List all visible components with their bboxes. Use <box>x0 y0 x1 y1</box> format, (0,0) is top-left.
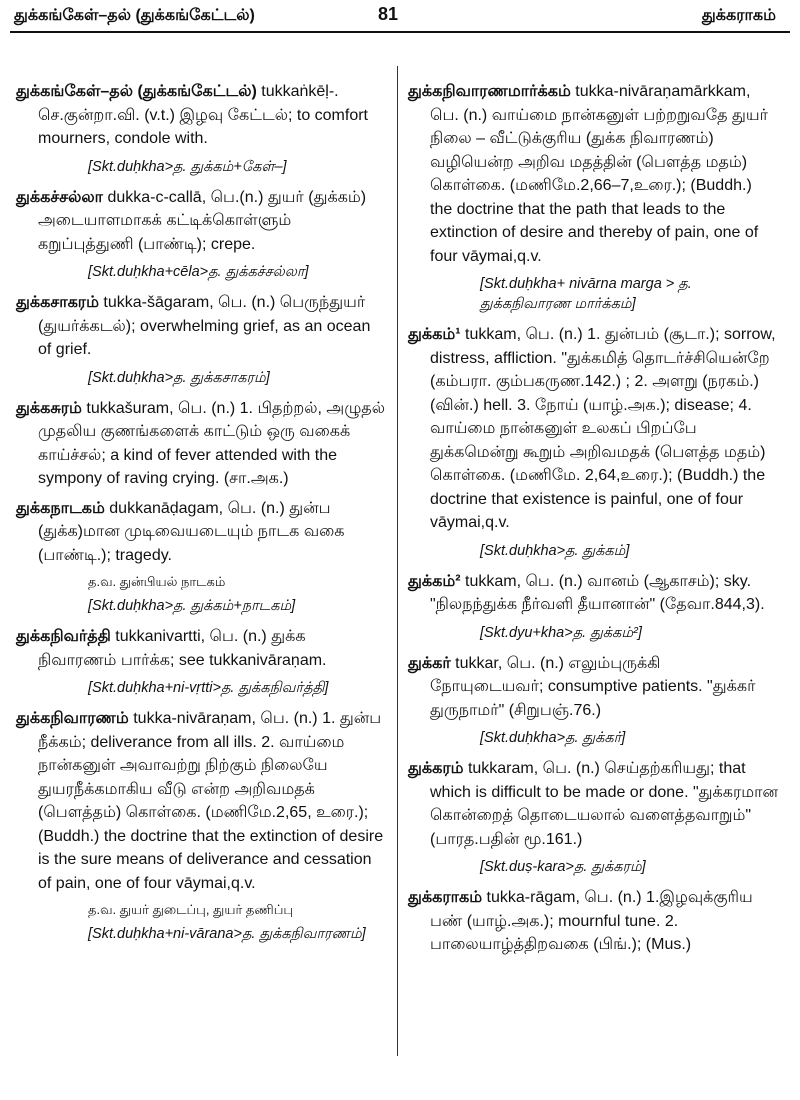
entry-definition: tukkam, பெ. (n.) 1. துன்பம் (சூடா.); sorrow, distress, affliction. "துக்கமித் தொடர்ச்சியென்றே (கம்பரா. கும்பகருண.142.) ; 2. அளறு (நரகம்.) (வின்.) hell. 3. நோய் (யாழ்.அக.); disease; 4. வாய்மை நான்கனுள் உலகப் பிறப்பே துக்கமென்று கூறும் அறிவமதக் (பௌத்த மதம்) கொள்கை. (மணிமே. 2,64,உரை.); (Buddh.) the doctrine that existence is painful, one of four vāymai,q.v. <box>430 326 776 531</box>
entry-definition: tukka-rāgam, பெ. (n.) 1.இழவுக்குரிய பண் (யாழ்.அக.); mournful tune. 2. பாலையாழ்த்திறவகை (பிங்.); (Mus.) <box>430 889 753 953</box>
entry-definition: tukkanivartti, பெ. (n.) துக்க நிவாரணம் பார்க்க; see tukkanivāraṇam. <box>38 628 327 669</box>
header-left-guideword: துக்கங்கேள்–தல் (துக்கங்கேட்டல்) <box>14 7 255 24</box>
left-column <box>16 80 386 953</box>
entry-note: த.வ. துன்பியல் நாடகம் <box>88 574 226 589</box>
entry-definition: dukkanāḍagam, பெ. (n.) துன்ப (துக்க)மான முடிவையடையும் நாடக வகை (பாண்டி.); tragedy. <box>38 499 345 564</box>
dictionary-entry <box>16 707 386 895</box>
entry-headword: துக்கசாகரம் <box>16 294 99 311</box>
etymology-reference: [Skt.duḥkha>த. துக்கர்] <box>480 730 626 746</box>
dictionary-entry <box>408 570 778 617</box>
entry-headword: துக்கம்¹ <box>408 326 461 343</box>
dictionary-entry <box>408 886 778 957</box>
entry-headword: துக்கர் <box>408 654 451 672</box>
entry-headword: துக்கங்கேள்–தல் (துக்கங்கேட்டல்) <box>16 83 257 100</box>
column-divider <box>397 66 398 1056</box>
entry-headword: துக்கம்² <box>408 572 461 590</box>
entry-definition: tukkaṅkēḷ-. செ.குன்றா.வி. (v.t.) இழவு கேட்டல்; to comfort mourners, condole with. <box>38 83 368 147</box>
entry-definition: tukkar, பெ. (n.) எலும்புருக்கி நோயுடையவர்; consumptive patients. "துக்கர் துருநாமர்" (சிறுபஞ்.76.) <box>430 654 756 719</box>
entry-definition: tukka-nivāraṇamārkkam, பெ. (n.) வாய்மை நான்கனுள் பற்றறுவதே துயர் நிலை – வீட்டுக்குரிய (துக்க நிவாரணம்) வழியென்ற அறிவ மதத்தின் (பௌத்த மதம்) கொள்கை. (மணிமே.2,66–7,உரை.); (Buddh.) the doctrine that the path that leads to the extinction of desire and thereby of pain, one of four vāymai,q.v. <box>430 83 768 265</box>
entry-headword: துக்கநிவர்த்தி <box>16 628 111 645</box>
etymology-reference: [Skt.duḥkha+ni-vārana>த. துக்கநிவாரணம்] <box>88 926 366 942</box>
page-header <box>0 0 800 30</box>
etymology-reference: [Skt.duḥkha+cēla>த. துக்கச்சல்லா] <box>88 264 309 280</box>
entry-definition: tukka-šāgaram, பெ. (n.) பெருந்துயர் (துயர்க்கடல்); overwhelming grief, as an ocean of grief. <box>38 294 371 358</box>
etymology-reference: [Skt.dyu+kha>த. துக்கம்²] <box>480 624 642 641</box>
entry-headword: துக்கநிவாரணம் <box>16 710 129 727</box>
entry-note: த.வ. துயர் துடைப்பு, துயர் தணிப்பு <box>88 902 294 917</box>
dictionary-entry <box>16 497 386 568</box>
dictionary-entry <box>16 186 386 257</box>
entry-definition: dukka-c-callā, பெ.(n.) துயர் (துக்கம்) அடையாளமாகக் கட்டிக்கொள்ளும் கறுப்புத்துணி (பாண்டி); crepe. <box>38 188 367 253</box>
entry-headword: துக்கசுரம் <box>16 399 82 417</box>
entry-definition: tukkam, பெ. (n.) வானம் (ஆகாசம்); sky. "நிலநந்துக்க நீர்வளி தீயானான்" (தேவா.844,3). <box>430 572 765 613</box>
page-number: 81 <box>378 4 399 24</box>
dictionary-entry <box>408 323 778 535</box>
header-right-guideword: துக்கராகம் <box>701 7 776 24</box>
dictionary-entry <box>408 80 778 268</box>
etymology-reference: [Skt.duḥkha+ nivārna marga > த. துக்கநிவாரண மார்க்கம்] <box>480 276 692 312</box>
etymology-reference: [Skt.duḥkha>த. துக்கசாகரம்] <box>88 369 270 386</box>
entry-headword: துக்கராகம் <box>408 889 483 906</box>
dictionary-entry <box>16 291 386 362</box>
etymology-reference: [Skt.duḥkha>த. துக்கம்] <box>480 542 630 559</box>
entry-headword: துக்கநாடகம் <box>16 499 105 517</box>
dictionary-entry <box>16 397 386 491</box>
dictionary-entry <box>16 80 386 151</box>
entry-headword: துக்கரம் <box>408 760 464 777</box>
etymology-reference: [Skt.duṣ-kara>த. துக்கரம்] <box>480 859 646 875</box>
entry-headword: துக்கச்சல்லா <box>16 188 103 206</box>
dictionary-entry <box>408 757 778 851</box>
entry-headword: துக்கநிவாரணமார்க்கம் <box>408 83 571 100</box>
entry-definition: tukkašuram, பெ. (n.) 1. பிதற்றல், அழுதல் முதலிய குணங்களைக் காட்டும் ஒரு வகைக் காய்ச்சல்; a kind of fever attended with the sympony of raving crying. (சா.அக.) <box>38 399 385 487</box>
etymology-reference: [Skt.duḥkha>த. துக்கம்+நாடகம்] <box>88 598 296 614</box>
dictionary-entry <box>408 652 778 723</box>
entry-definition: tukkaram, பெ. (n.) செய்தற்கரியது; that which is difficult to be made or done. "துக்கரமான கொன்றைத் தொடையலால் வளைத்தவாறும்" (பாரத.பதின் மூ.161.) <box>430 760 778 848</box>
dictionary-entry <box>16 625 386 672</box>
etymology-reference: [Skt.duḥkha>த. துக்கம்+கேள்–] <box>88 158 287 175</box>
header-rule <box>10 31 790 33</box>
right-column <box>408 80 778 963</box>
etymology-reference: [Skt.duḥkha+ni-vṛtti>த. துக்கநிவர்த்தி] <box>88 680 329 696</box>
entry-definition: tukka-nivāraṇam, பெ. (n.) 1. துன்ப நீக்கம்; deliverance from all ills. 2. வாய்மை நான்கனுள் அவாவற்று நிற்கும் நிலையே துயரநீக்கமாகிய வீடு என்ற அறிவமதக் (பௌத்தம்) கொள்கை. (மணிமே.2,65, உரை.); (Buddh.) the doctrine that the extinction of desire is the sure means of deliverance and cessation of pain, one of four vāymai,q.v. <box>38 710 384 892</box>
